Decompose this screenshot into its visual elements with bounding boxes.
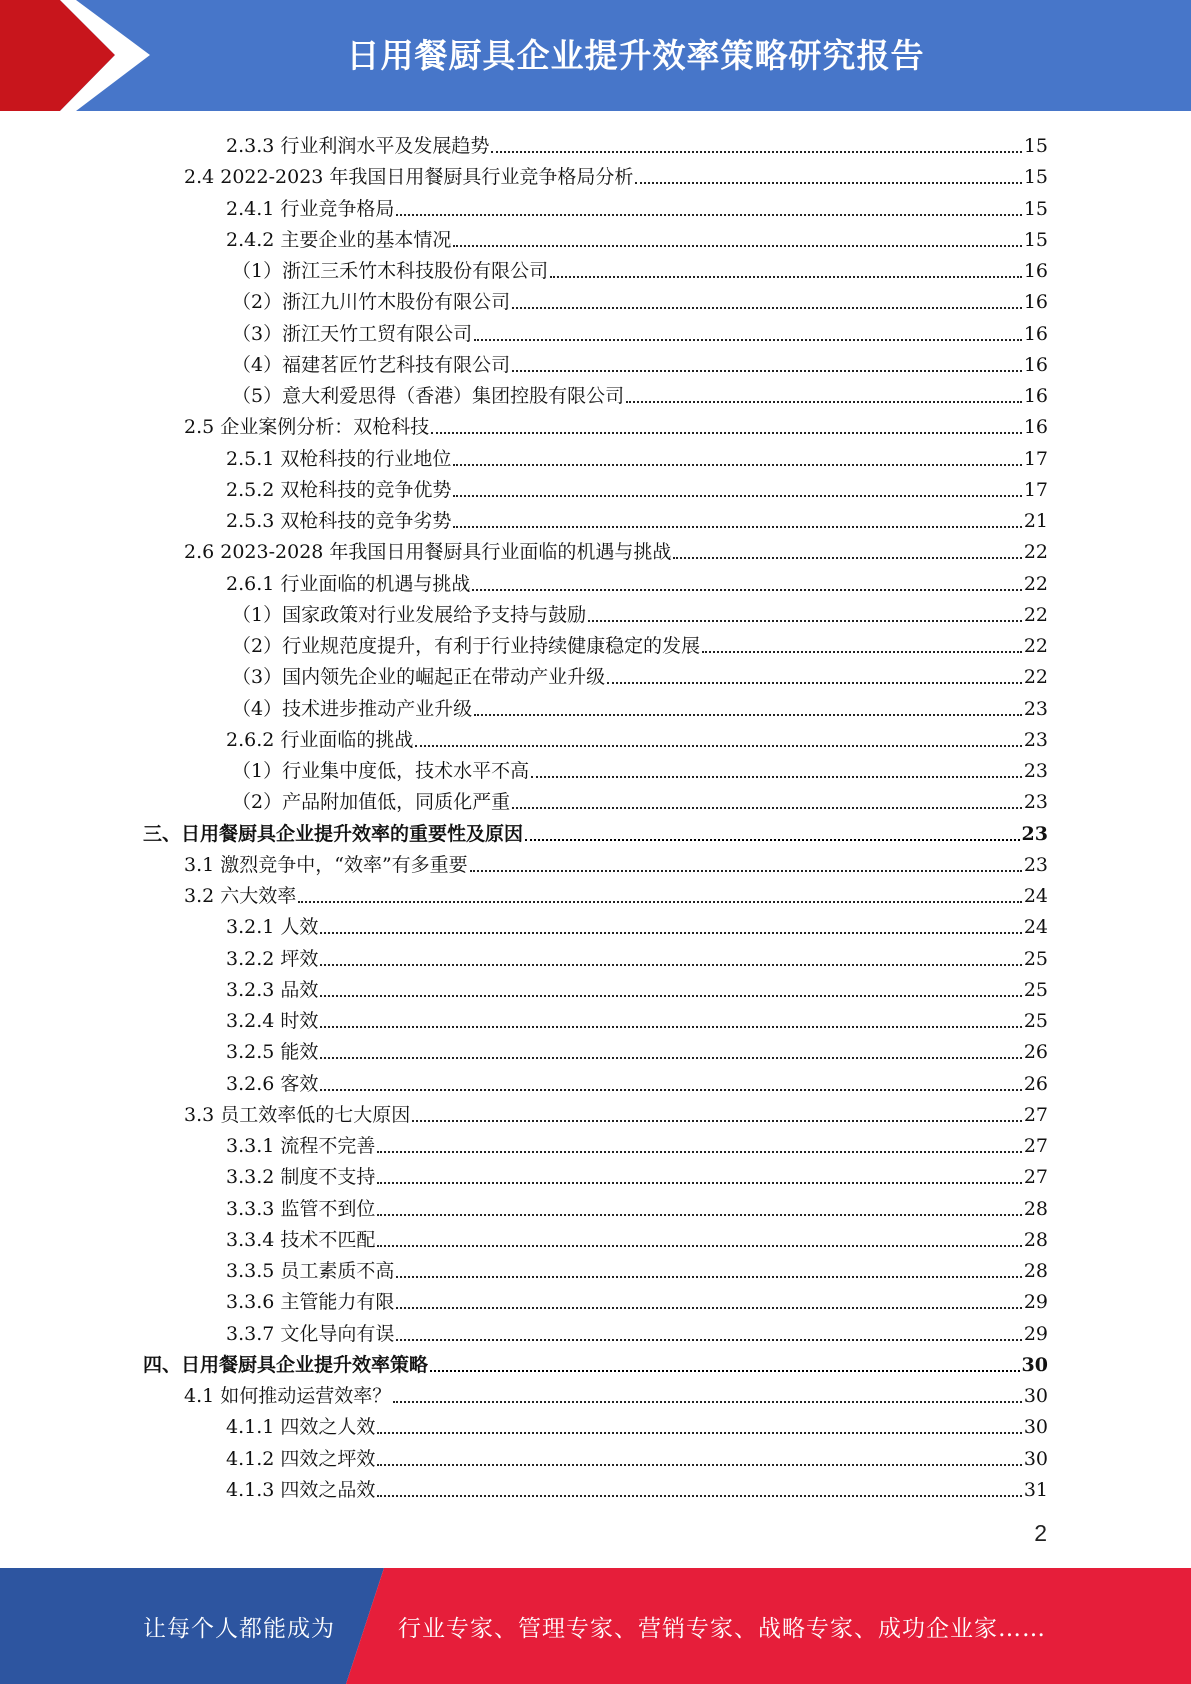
toc-entry[interactable] xyxy=(143,815,1048,846)
toc-entry-title: 3.3.2 制度不支持 xyxy=(226,1166,376,1189)
toc-entry-page: 25 xyxy=(1023,978,1048,1001)
report-title: 日用餐厨具企业提升效率策略研究报告 xyxy=(346,35,925,75)
toc-entry-title: 3.2 六大效率 xyxy=(184,885,297,907)
toc-dot-leader xyxy=(377,1245,1021,1247)
toc-entry-title: 3.3.5 员工素质不高 xyxy=(226,1260,395,1282)
toc-dot-leader xyxy=(491,151,1021,153)
toc-entry[interactable] xyxy=(226,940,1048,971)
toc-entry-page: 23 xyxy=(1021,822,1048,845)
toc-entry-page: 29 xyxy=(1023,1322,1048,1345)
toc-entry-page: 26 xyxy=(1023,1041,1048,1064)
footer-slogan-left: 让每个人都能成为 xyxy=(143,1615,335,1642)
toc-entry-title: 3.3 员工效率低的七大原因 xyxy=(184,1103,411,1126)
toc-entry-title: 4.1.2 四效之坪效 xyxy=(226,1447,376,1470)
toc-entry-title: （3）浙江天竹工贸有限公司 xyxy=(232,322,473,345)
toc-dot-leader xyxy=(396,1276,1021,1278)
toc-entry-page: 30 xyxy=(1021,1353,1048,1376)
toc-dot-leader xyxy=(607,682,1022,684)
toc-entry-title: （1）行业集中度低，技术水平不高 xyxy=(232,760,530,782)
toc-entry[interactable] xyxy=(143,1346,1048,1377)
toc-entry-page: 24 xyxy=(1023,885,1048,907)
toc-entry-title: 2.4 2022-2023 年我国日用餐厨具行业竞争格局分析 xyxy=(184,166,634,189)
toc-entry[interactable] xyxy=(226,971,1048,1002)
toc-entry[interactable] xyxy=(184,846,1048,877)
toc-dot-leader xyxy=(320,1057,1021,1059)
toc-entry[interactable] xyxy=(232,346,1048,377)
toc-entry-title: 3.3.3 监管不到位 xyxy=(226,1197,376,1220)
toc-dot-leader xyxy=(512,807,1022,809)
toc-dot-leader xyxy=(320,1026,1021,1028)
toc-entry-page: 23 xyxy=(1023,853,1048,876)
toc-entry-title: （2）浙江九川竹木股份有限公司 xyxy=(232,291,511,314)
toc-entry-title: 3.1 激烈竞争中，“效率”有多重要 xyxy=(184,853,468,876)
toc-entry-page: 17 xyxy=(1023,447,1048,470)
toc-entry-page: 16 xyxy=(1023,291,1048,314)
toc-entry[interactable] xyxy=(226,1065,1048,1096)
toc-entry-page: 22 xyxy=(1023,635,1048,657)
toc-entry-title: 2.6 2023-2028 年我国日用餐厨具行业面临的机遇与挑战 xyxy=(184,541,672,564)
toc-entry[interactable] xyxy=(232,783,1048,814)
toc-entry-page: 27 xyxy=(1023,1135,1048,1157)
toc-entry-page: 27 xyxy=(1023,1103,1048,1126)
toc-dot-leader xyxy=(512,307,1022,309)
toc-entry-title: （4）福建茗匠竹艺科技有限公司 xyxy=(232,353,511,376)
toc-entry-page: 23 xyxy=(1023,697,1048,720)
toc-entry[interactable] xyxy=(226,1440,1048,1471)
toc-entry[interactable] xyxy=(226,190,1048,221)
toc-entry[interactable] xyxy=(226,1158,1048,1189)
toc-entry-page: 16 xyxy=(1023,322,1048,345)
toc-entry-title: 2.3.3 行业利润水平及发展趋势 xyxy=(226,135,490,157)
toc-entry[interactable] xyxy=(226,721,1048,752)
toc-entry[interactable] xyxy=(226,1033,1048,1064)
toc-entry-title: 3.3.7 文化导向有误 xyxy=(226,1322,395,1345)
toc-entry-title: （1）浙江三禾竹木科技股份有限公司 xyxy=(232,260,549,282)
toc-entry-title: （2）行业规范度提升，有利于行业持续健康稳定的发展 xyxy=(232,635,701,657)
toc-entry[interactable] xyxy=(184,1377,1048,1408)
toc-entry-title: 2.4.2 主要企业的基本情况 xyxy=(226,228,452,251)
toc-entry[interactable] xyxy=(226,908,1048,939)
toc-entry[interactable] xyxy=(226,1002,1048,1033)
toc-entry-title: 2.6.1 行业面临的机遇与挑战 xyxy=(226,572,471,595)
toc-entry[interactable] xyxy=(232,658,1048,689)
toc-entry-title: 2.5.2 双枪科技的竞争优势 xyxy=(226,478,452,501)
toc-entry-title: 2.5 企业案例分析：双枪科技 xyxy=(184,416,430,439)
toc-dot-leader xyxy=(470,870,1022,872)
toc-entry-page: 24 xyxy=(1023,916,1048,939)
toc-entry[interactable] xyxy=(232,283,1048,314)
toc-dot-leader xyxy=(673,557,1021,559)
toc-entry[interactable] xyxy=(184,408,1048,439)
toc-entry-page: 16 xyxy=(1023,385,1048,407)
toc-dot-leader xyxy=(431,432,1022,434)
toc-entry-page: 17 xyxy=(1023,478,1048,501)
toc-dot-leader xyxy=(320,964,1021,966)
toc-entry[interactable] xyxy=(226,1283,1048,1314)
toc-entry[interactable] xyxy=(232,752,1048,783)
toc-entry[interactable] xyxy=(226,1408,1048,1439)
toc-entry[interactable] xyxy=(226,1221,1048,1252)
toc-entry-title: 4.1.3 四效之品效 xyxy=(226,1478,376,1501)
toc-dot-leader xyxy=(396,1339,1021,1341)
toc-entry-title: 2.6.2 行业面临的挑战 xyxy=(226,728,414,751)
toc-dot-leader xyxy=(320,995,1021,997)
toc-entry-title: 3.3.4 技术不匹配 xyxy=(226,1228,376,1251)
toc-entry-page: 16 xyxy=(1023,416,1048,439)
toc-entry-page: 15 xyxy=(1023,228,1048,251)
toc-entry-title: 2.4.1 行业竞争格局 xyxy=(226,197,395,220)
toc-entry[interactable] xyxy=(226,1252,1048,1283)
toc-entry-page: 30 xyxy=(1023,1447,1048,1470)
toc-dot-leader xyxy=(393,1401,1022,1403)
toc-entry-page: 25 xyxy=(1023,1010,1048,1032)
toc-entry[interactable] xyxy=(232,252,1048,283)
toc-entry-title: （1）国家政策对行业发展给予支持与鼓励 xyxy=(232,603,587,626)
toc-entry-page: 22 xyxy=(1023,603,1048,626)
toc-entry-title: 2.5.1 双枪科技的行业地位 xyxy=(226,447,452,470)
toc-entry-title: 4.1 如何推动运营效率？ xyxy=(184,1385,392,1407)
toc-dot-leader xyxy=(377,1464,1021,1466)
toc-dot-leader xyxy=(412,1120,1022,1122)
toc-entry[interactable] xyxy=(226,1471,1048,1502)
toc-entry[interactable] xyxy=(232,627,1048,658)
toc-dot-leader xyxy=(635,182,1021,184)
toc-entry-page: 15 xyxy=(1023,197,1048,220)
footer-slogan-right: 行业专家、管理专家、营销专家、战略专家、成功企业家…… xyxy=(398,1615,1046,1642)
toc-dot-leader xyxy=(474,714,1022,716)
toc-entry-title: 3.2.2 坪效 xyxy=(226,947,319,970)
toc-entry-page: 28 xyxy=(1023,1260,1048,1282)
toc-dot-leader xyxy=(453,464,1021,466)
toc-dot-leader xyxy=(320,1089,1021,1091)
toc-dot-leader xyxy=(550,276,1022,278)
toc-dot-leader xyxy=(453,526,1021,528)
toc-entry-title: 3.3.6 主管能力有限 xyxy=(226,1291,395,1314)
toc-dot-leader xyxy=(377,1214,1021,1216)
toc-dot-leader xyxy=(396,214,1021,216)
toc-dot-leader xyxy=(474,339,1022,341)
toc-entry-page: 23 xyxy=(1023,728,1048,751)
toc-entry[interactable] xyxy=(232,690,1048,721)
toc-entry-page: 31 xyxy=(1023,1478,1048,1501)
toc-dot-leader xyxy=(415,745,1021,747)
toc-entry[interactable] xyxy=(226,471,1048,502)
toc-entry-page: 28 xyxy=(1023,1228,1048,1251)
toc-dot-leader xyxy=(453,495,1021,497)
toc-dot-leader xyxy=(588,620,1022,622)
toc-entry-page: 30 xyxy=(1023,1416,1048,1439)
toc-entry-page: 16 xyxy=(1023,260,1048,282)
toc-entry-title: （4）技术进步推动产业升级 xyxy=(232,697,473,720)
toc-entry-page: 22 xyxy=(1023,541,1048,564)
toc-dot-leader xyxy=(472,589,1021,591)
toc-entry[interactable] xyxy=(184,533,1048,564)
toc-entry-title: （3）国内领先企业的崛起正在带动产业升级 xyxy=(232,666,606,689)
toc-entry[interactable] xyxy=(226,1190,1048,1221)
toc-dot-leader xyxy=(298,901,1022,903)
page-footer xyxy=(0,1568,1191,1684)
toc-entry[interactable] xyxy=(232,596,1048,627)
toc-entry[interactable] xyxy=(226,440,1048,471)
toc-entry-page: 15 xyxy=(1023,135,1048,157)
toc-entry-title: 3.2.5 能效 xyxy=(226,1041,319,1064)
toc-entry[interactable] xyxy=(226,221,1048,252)
toc-dot-leader xyxy=(626,401,1022,403)
toc-dot-leader xyxy=(377,1182,1021,1184)
toc-entry-title: 3.2.1 人效 xyxy=(226,916,319,939)
toc-entry[interactable] xyxy=(226,127,1048,158)
toc-dot-leader xyxy=(377,1151,1021,1153)
toc-entry-page: 15 xyxy=(1023,166,1048,189)
toc-entry-page: 28 xyxy=(1023,1197,1048,1220)
toc-dot-leader xyxy=(377,1495,1021,1497)
toc-entry[interactable] xyxy=(184,158,1048,189)
toc-entry-title: 四、日用餐厨具企业提升效率策略 xyxy=(143,1353,429,1376)
toc-entry-page: 16 xyxy=(1023,353,1048,376)
toc-entry-title: 3.2.4 时效 xyxy=(226,1010,319,1032)
toc-entry[interactable] xyxy=(232,315,1048,346)
toc-entry-page: 22 xyxy=(1023,572,1048,595)
toc-dot-leader xyxy=(702,651,1022,653)
toc-entry-title: 3.3.1 流程不完善 xyxy=(226,1135,376,1157)
toc-dot-leader xyxy=(531,776,1022,778)
toc-entry[interactable] xyxy=(226,1315,1048,1346)
toc-dot-leader xyxy=(396,1307,1021,1309)
page-number: 2 xyxy=(1034,1520,1047,1546)
toc-entry[interactable] xyxy=(226,502,1048,533)
toc-entry-page: 23 xyxy=(1023,760,1048,782)
toc-dot-leader xyxy=(525,839,1020,841)
toc-dot-leader xyxy=(320,932,1021,934)
toc-entry-page: 29 xyxy=(1023,1291,1048,1314)
toc-entry-title: 2.5.3 双枪科技的竞争劣势 xyxy=(226,510,452,532)
page-header xyxy=(0,0,1191,111)
toc-entry-title: 3.2.6 客效 xyxy=(226,1072,319,1095)
toc-dot-leader xyxy=(430,1370,1020,1372)
toc-entry-title: （2）产品附加值低，同质化严重 xyxy=(232,791,511,814)
toc-dot-leader xyxy=(453,245,1021,247)
toc-entry-page: 26 xyxy=(1023,1072,1048,1095)
toc-entry-title: （5）意大利爱思得（香港）集团控股有限公司 xyxy=(232,385,625,407)
toc-dot-leader xyxy=(512,370,1022,372)
toc-entry[interactable] xyxy=(184,1096,1048,1127)
toc-entry-page: 27 xyxy=(1023,1166,1048,1189)
toc-entry[interactable] xyxy=(226,1127,1048,1158)
toc-entry-page: 30 xyxy=(1023,1385,1048,1407)
toc-entry-page: 22 xyxy=(1023,666,1048,689)
toc-entry-title: 3.2.3 品效 xyxy=(226,978,319,1001)
toc-entry-page: 23 xyxy=(1023,791,1048,814)
toc-entry-page: 21 xyxy=(1023,510,1048,532)
toc-entry-title: 4.1.1 四效之人效 xyxy=(226,1416,376,1439)
toc-entry[interactable] xyxy=(232,377,1048,408)
header-arrow-decoration xyxy=(0,0,160,111)
toc-entry[interactable] xyxy=(184,877,1048,908)
toc-entry-page: 25 xyxy=(1023,947,1048,970)
toc-entry-title: 三、日用餐厨具企业提升效率的重要性及原因 xyxy=(143,822,524,845)
toc-dot-leader xyxy=(377,1432,1021,1434)
toc-entry[interactable] xyxy=(226,565,1048,596)
